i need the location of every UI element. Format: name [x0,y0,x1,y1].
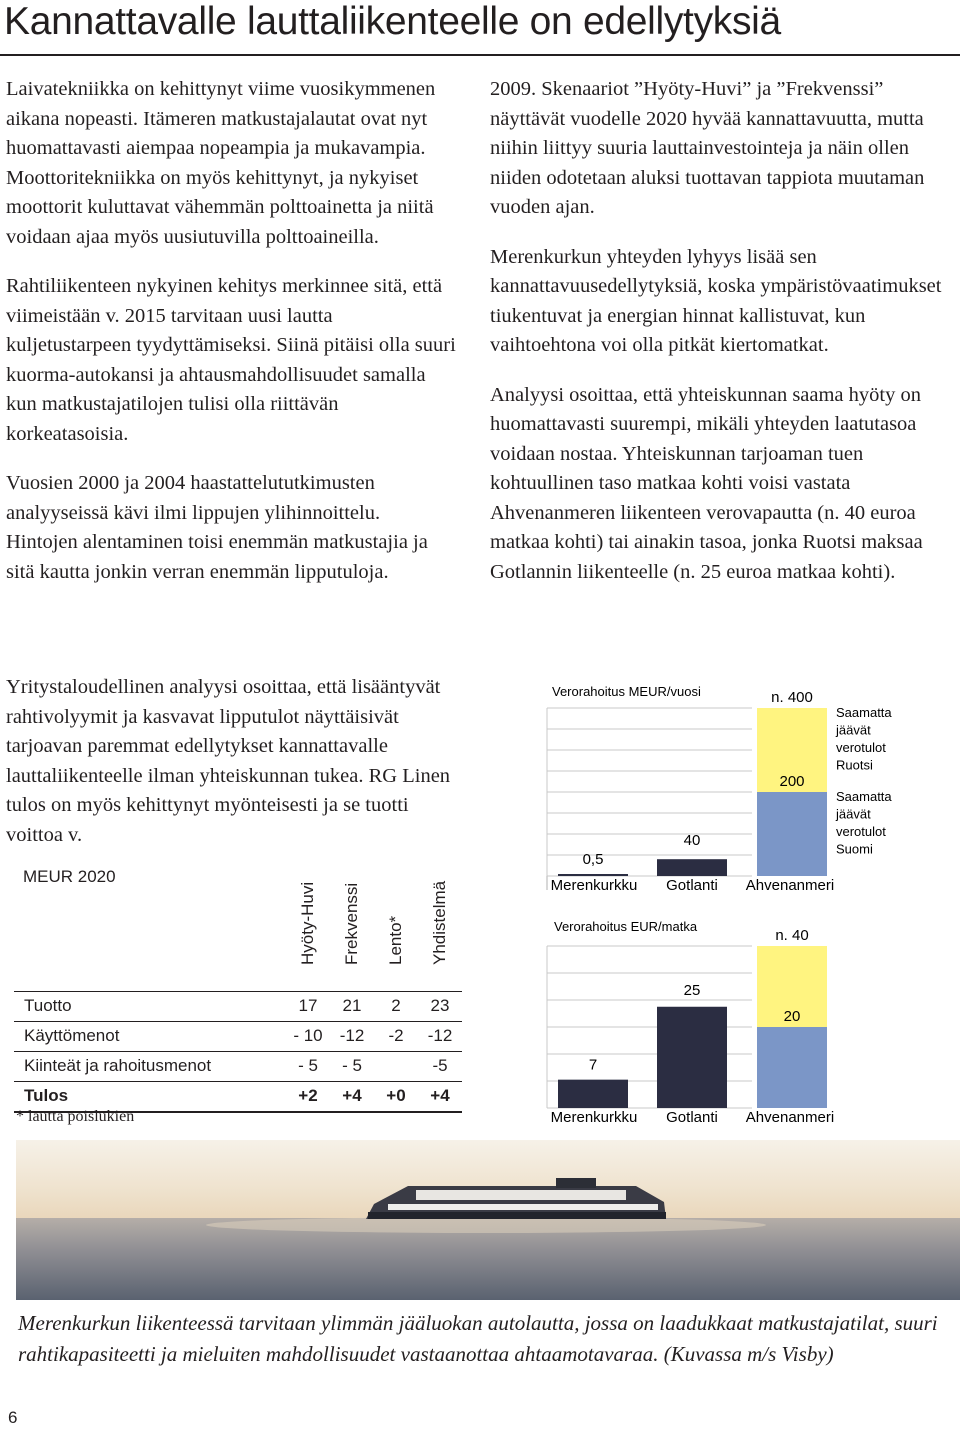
table-row: Kiinteät ja rahoitusmenot - 5 - 5 -5 [24,1056,448,1075]
title-divider [0,54,960,56]
chart-title: Verorahoitus MEUR/vuosi [552,684,701,699]
category-label: Merenkurkku [550,1109,638,1126]
paragraph: 2009. Skenaariot ”Hyöty-Huvi” ja ”Frekvenssi” näyttävät vuodelle 2020 hyvää kannattavuutta, mutta niihin liittyy suuria lauttainvestointeja ja näin ollen niiden odotetaan aluksi tuottavan tappiota muutaman vuoden ajan. [490,78,925,218]
chart-eur-per-trip [540,910,960,1132]
text-column-left [6,75,456,607]
bar-merenkurkku [558,874,628,876]
column-header: Hyöty-Huvi [298,881,317,965]
category-label: Gotlanti [666,1109,718,1126]
segment-label: 200 [779,773,805,790]
category-label: Ahvenanmeri [745,1109,835,1126]
table-unit-label: MEUR 2020 [23,867,116,886]
value-label: 7 [588,1056,598,1074]
category-label: Ahvenanmeri [745,877,835,894]
legend-ruotsi: Saamatta jäävät verotulot Ruotsi [836,705,892,773]
paragraph: Merenkurkun yhteyden lyhyys lisää sen kannattavuusedellytyksiä, koska ympäristövaatimukset tiukentuvat ja energian hinnat kallistuvat, kun vaihtoehtona voi olla pitkät kiertomatkat. [490,245,942,356]
value-label: n. 400 [771,689,813,706]
chart-meur-per-year [540,678,960,896]
bar-merenkurkku [558,1080,628,1108]
value-label: n. 40 [775,927,809,944]
table-footnote: * lautta poislukien [16,1108,135,1125]
page-number: 6 [8,1408,18,1427]
segment-label: 20 [783,1008,801,1025]
bar-gotlanti [657,859,727,876]
paragraph: Analyysi osoittaa, että yhteiskunnan saama hyöty on huomattavasti suurempi, mikäli yhteyden laatutasoa voidaan nostaa. Yhteiskunnan tarjoaman tuen kohtuullinen taso matkaa kohti voisi vastata Ahvenanmeren liikenteen verovapautta (n. 40 euroa matkaa kohti) tai ainakin tasoa, jonka Ruotsi maksaa Gotlannin liikenteelle (n. 25 euroa matkaa kohti). [490,383,923,583]
column-header: Frekvenssi [342,882,361,965]
table-row: Käyttömenot - 10 -12 -2 -12 [24,1026,453,1045]
column-header: Lento* [386,915,405,965]
table-header-box [14,853,462,991]
chart-title: Verorahoitus EUR/matka [554,919,698,934]
chart-svg [540,910,960,1132]
legend-suomi: Saamatta jäävät verotulot Suomi [836,789,892,857]
table-row-total: Tulos +2 +4 +0 +4 [24,1086,450,1105]
paragraph: Laivatekniikka on kehittynyt viime vuosikymmenen aikana nopeasti. Itämeren matkustajalautat ovat nyt huomattavasti aiempaa nopeampia ja mukavampia. Moottoritekniikka on myös kehittynyt, ja nykyiset moottorit kuluttavat vähemmän polttoainetta ja niitä voidaan ajaa myös uusiutuvilla polttoaineilla. [6,78,436,248]
chart-svg [540,678,960,896]
photo-caption: Merenkurkun liikenteessä tarvitaan ylimmän jääluokan autolautta, jossa on laadukkaat matkustajatilat, suuri rahtikapasiteetti ja mieluiten mahdollisuudet vastaanottaa ahtaamotavaraa. (Kuvassa m/s Visby) [18,1311,938,1366]
bar-segment-suomi [757,1027,827,1108]
category-label: Merenkurkku [550,877,638,894]
paragraph: Yritystaloudellinen analyysi osoittaa, että lisääntyvät rahtivolyymit ja kasvavat lipputulot näyttäisivät tarjoavan paremmat edellytykset kannattavalle lauttaliikenteelle ilman yhteiskunnan tukea. RG Linen tulos on myös kehittynyt myönteisesti ja se tuotti voittoa v. [6,676,451,846]
column-header: Yhdistelmä [430,880,449,965]
value-label: 25 [683,981,701,999]
text-column-left-lower [6,673,456,870]
bar-gotlanti [657,1007,727,1108]
category-label: Gotlanti [666,877,718,894]
value-label: 0,5 [582,851,604,868]
ferry-photo [16,1140,960,1300]
paragraph: Vuosien 2000 ja 2004 haastattelututkimusten analyyseissä kävi ilmi lippujen ylihinnoittelu. Hintojen alentaminen toisi enemmän matkustajia ja sitä kautta jonkin verran enemmän lipputuloja. [6,472,428,583]
page-title: Kannattavalle lauttaliikenteelle on edellytyksiä [4,0,781,43]
paragraph: Rahtiliikenteen nykyinen kehitys merkinnee sitä, että viimeistään v. 2015 tarvitaan uusi lautta kuljetustarpeen tyydyttämiseksi. Siinä pitäisi olla suuri kuorma-autokansi ja ahtausmahdollisuudet samalla kun matkustajatilojen tulisi olla riittävän korkeatasoisia. [6,275,456,445]
bar-segment-suomi [757,792,827,876]
value-label: 40 [683,832,701,850]
text-column-right [490,75,960,607]
table-row: Tuotto 17 21 2 23 [24,996,450,1015]
